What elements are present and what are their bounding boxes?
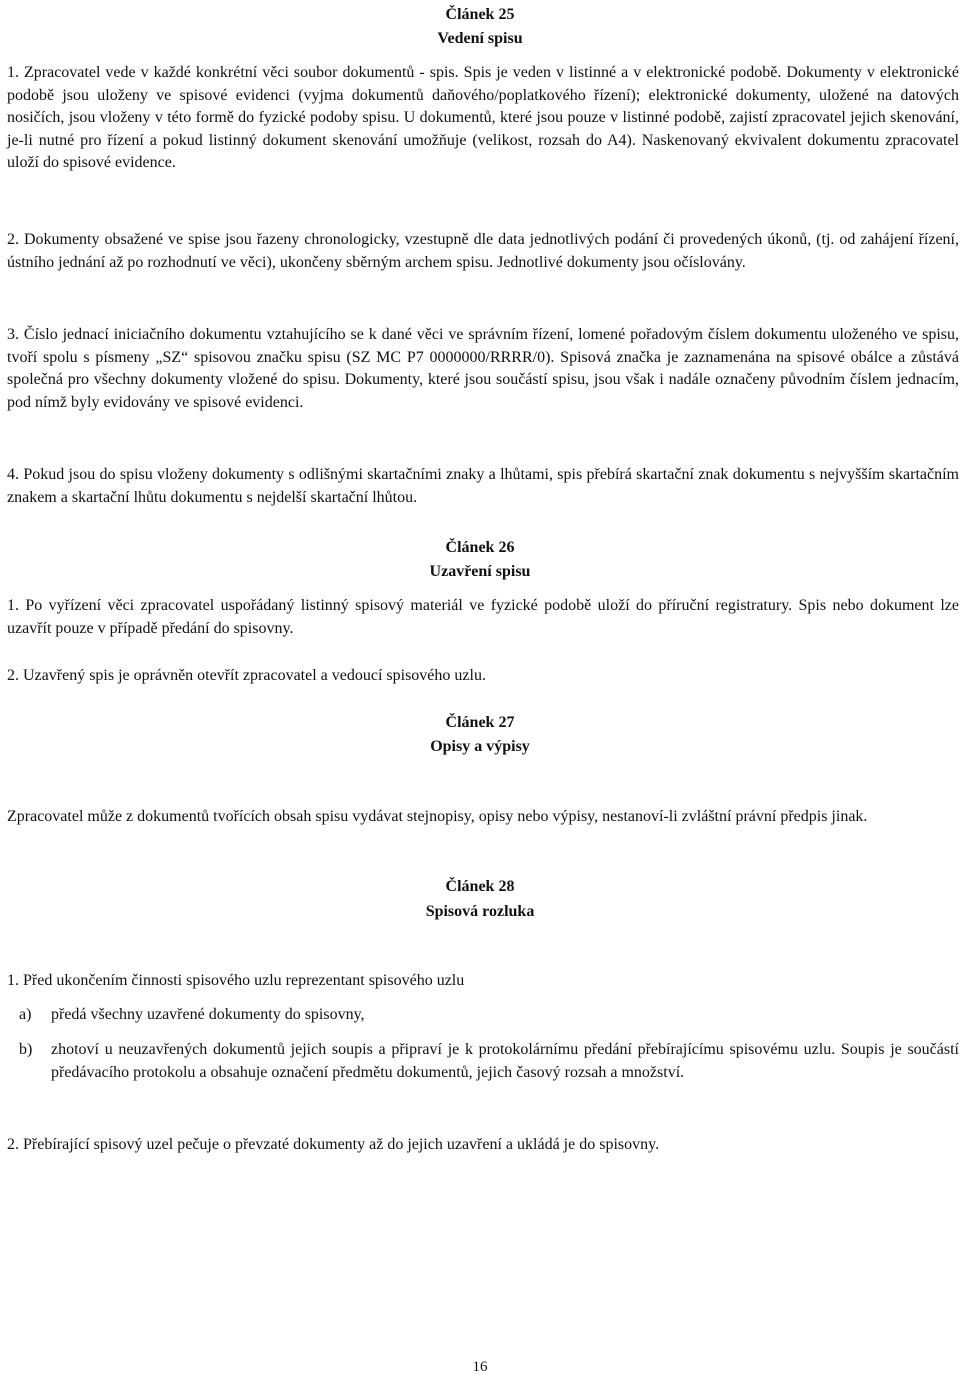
article-28-paragraph-2: 2. Přebírající spisový uzel pečuje o převzaté dokumenty až do jejich uzavření a ukládá je do spisovny.: [7, 1136, 660, 1153]
list-marker-b: b): [19, 1041, 33, 1058]
list-marker-a: a): [19, 1006, 32, 1023]
article-27-paragraph-1: Zpracovatel může z dokumentů tvořících obsah spisu vydávat stejnopisy, opisy nebo výpisy, nestanoví-li zvláštní právní předpis jinak.: [7, 808, 868, 825]
list-item-a: [7, 1004, 959, 1027]
article-26-paragraph-2: 2. Uzavřený spis je oprávněn otevřít zpracovatel a vedoucí spisového uzlu.: [7, 667, 486, 684]
article-26-heading: Článek 26: [445, 539, 515, 556]
article-25-heading: Článek 25: [445, 6, 515, 23]
article-28-title: Spisová rozluka: [425, 903, 535, 920]
page-number: 16: [472, 1359, 488, 1375]
article-25-paragraph-4: 4. Pokud jsou do spisu vloženy dokumenty s odlišnými skartačními znaky a lhůtami, spis přebírá skartační znak dokumentu s nejvyšším skartačním znakem a skartační lhůtu dokumentu s nejdelší skartační lhůtou.: [7, 466, 959, 506]
list-text-a: předá všechny uzavřené dokumenty do spisovny,: [51, 1006, 365, 1023]
list-text-b: zhotoví u neuzavřených dokumentů jejich soupis a připraví je k protokolárnímu předání přebírajícímu spisovému uzlu. Soupis je součástí předávacího protokolu a obsahuje označení předmětu dokumentů, jejich časový rozsah a množství.: [51, 1041, 959, 1081]
article-25-paragraph-1: 1. Zpracovatel vede v každé konkrétní věci soubor dokumentů - spis. Spis je veden v listinné a v elektronické podobě. Dokumenty v elektronické podobě jsou uloženy ve spisové evidenci (vyjma dokumentů daňového/poplatkového řízení); elektronické dokumenty, uložené na datových nosičích, jsou vloženy v této formě do fyzické podoby spisu. U dokumentů, které jsou pouze v listinné podobě, zajistí zpracovatel jejich skenování, je-li nutné pro řízení a pokud listinný dokument skenování umožňuje (velikost, rozsah do A4). Naskenovaný ekvivalent dokumentu zpracovatel uloží do spisové evidence.: [7, 64, 959, 172]
list-item-b: [7, 1039, 959, 1084]
article-25-paragraph-2: 2. Dokumenty obsažené ve spise jsou řazeny chronologicky, vzestupně dle data jednotlivých podání či provedených úkonů, (tj. od zahájení řízení, ústního jednání až po rozhodnutí ve věci), ukončeny sběrným archem spisu. Jednotlivé dokumenty jsou očíslovány.: [7, 231, 959, 271]
article-27-title: Opisy a výpisy: [430, 738, 530, 755]
article-28-paragraph-1: 1. Před ukončením činnosti spisového uzlu reprezentant spisového uzlu: [7, 972, 465, 989]
article-25-title: Vedení spisu: [437, 30, 523, 47]
article-26-title: Uzavření spisu: [429, 563, 531, 580]
article-28-heading: Článek 28: [445, 878, 515, 895]
article-26-paragraph-1: 1. Po vyřízení věci zpracovatel uspořádaný listinný spisový materiál ve fyzické podobě uloží do příruční registratury. Spis nebo dokument lze uzavřít pouze v případě předání do spisovny.: [7, 597, 959, 637]
article-27-heading: Článek 27: [445, 714, 515, 731]
article-25-paragraph-3: 3. Číslo jednací iniciačního dokumentu vztahujícího se k dané věci ve správním řízení, lomené pořadovým číslem dokumentu uloženého ve spisu, tvoří spolu s písmeny „SZ“ spisovou značku spisu (SZ MC P7 0000000/RRRR/0). Spisová značka je zaznamenána na spisové obálce a zůstává společná pro všechny dokumenty vložené do spisu. Dokumenty, které jsou součástí spisu, jsou však i nadále označeny původním číslem jednacím, pod nímž byly evidovány ve spisové evidenci.: [7, 326, 959, 411]
